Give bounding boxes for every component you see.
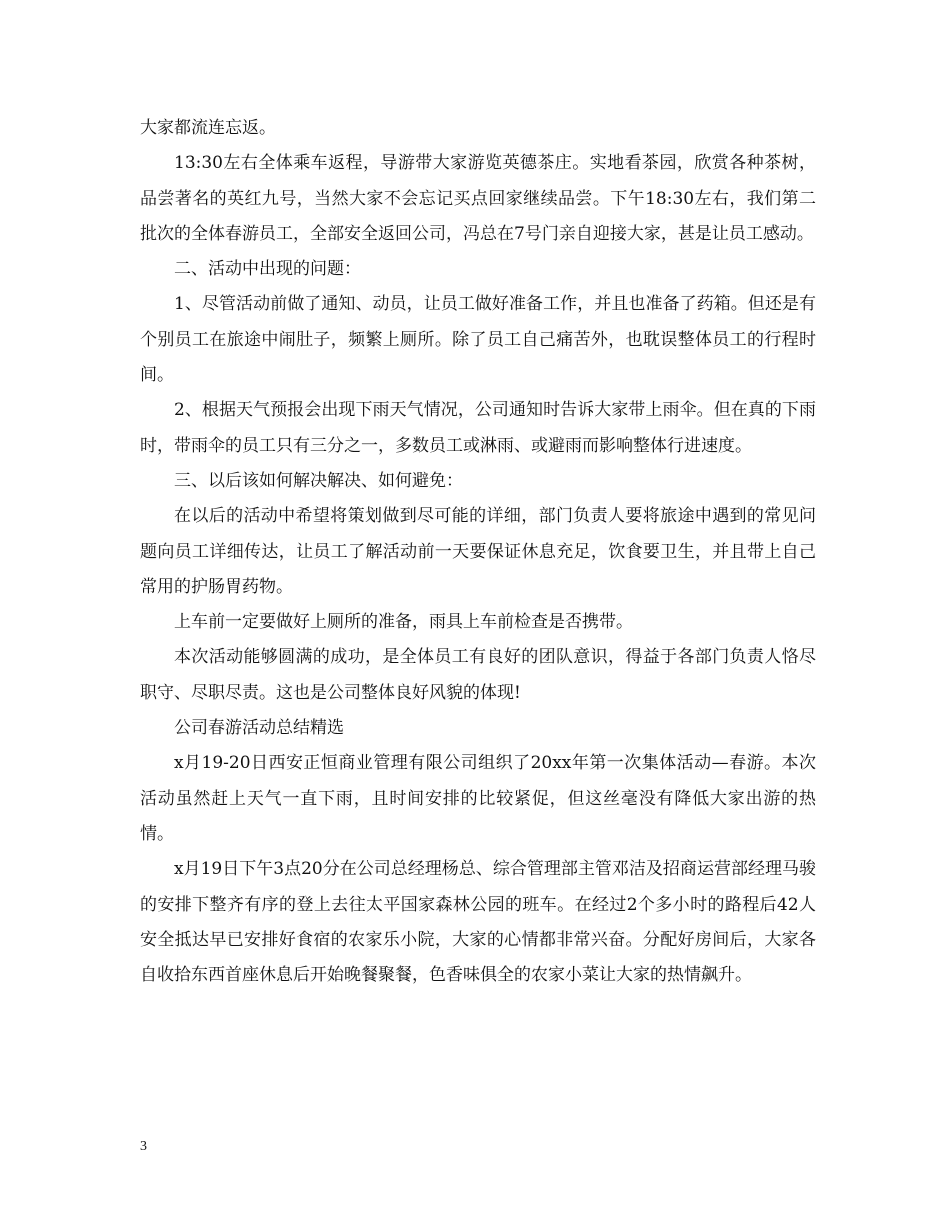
page-number: 3	[140, 1139, 147, 1154]
paragraph: 1、尽管活动前做了通知、动员，让员工做好准备工作，并且也准备了药箱。但还是有个别员工在旅途中闹肚子，频繁上厕所。除了员工自己痛苦外，也耽误整体员工的行程时间。	[140, 294, 816, 386]
article-title: 公司春游活动总结精选	[174, 718, 344, 739]
paragraph: 上车前一定要做好上厕所的准备，雨具上车前检查是否携带。	[174, 612, 633, 633]
paragraph: 大家都流连忘返。	[140, 118, 276, 138]
section-heading: 二、活动中出现的问题：	[174, 259, 361, 280]
paragraph: x月19-20日西安正恒商业管理有限公司组织了20xx年第一次集体活动—春游。本次活动虽然赶上天气一直下雨，且时间安排的比较紧促，但这丝毫没有降低大家出游的热情。	[140, 753, 816, 844]
paragraph: 在以后的活动中希望将策划做到尽可能的详细，部门负责人要将旅途中遇到的常见问题向员工详细传达，让员工了解活动前一天要保证休息充足，饮食要卫生，并且带上自己常用的护肠胃药物。	[140, 506, 816, 597]
paragraph: 2、根据天气预报会出现下雨天气情况，公司通知时告诉大家带上雨伞。但在真的下雨时，带雨伞的员工只有三分之一，多数员工或淋雨、或避雨而影响整体行进速度。	[140, 400, 816, 456]
section-heading: 三、以后该如何解决解决、如何避免：	[174, 470, 463, 491]
paragraph: 本次活动能够圆满的成功，是全体员工有良好的团队意识，得益于各部门负责人恪尽职守、尽职尽责。这也是公司整体良好风貌的体现!	[140, 647, 816, 703]
paragraph: x月19日下午3点20分在公司总经理杨总、综合管理部主管邓洁及招商运营部经理马骏的安排下整齐有序的登上去往太平国家森林公园的班车。在经过2个多小时的路程后42人安全抵达早已安排好食宿的农家乐小院，大家的心情都非常兴奋。分配好房间后，大家各自收拾东西首座休息后开始晚餐聚餐，色香味俱全的农家小菜让大家的热情飙升。	[140, 859, 816, 986]
paragraph: 13:30左右全体乘车返程，导游带大家游览英德茶庄。实地看茶园，欣赏各种茶树，品尝著名的英红九号，当然大家不会忘记买点回家继续品尝。下午18:30左右，我们第二批次的全体春游员工，全部安全返回公司，冯总在7号门亲自迎接大家，甚是让员工感动。	[140, 153, 816, 244]
document-body	[140, 111, 816, 993]
